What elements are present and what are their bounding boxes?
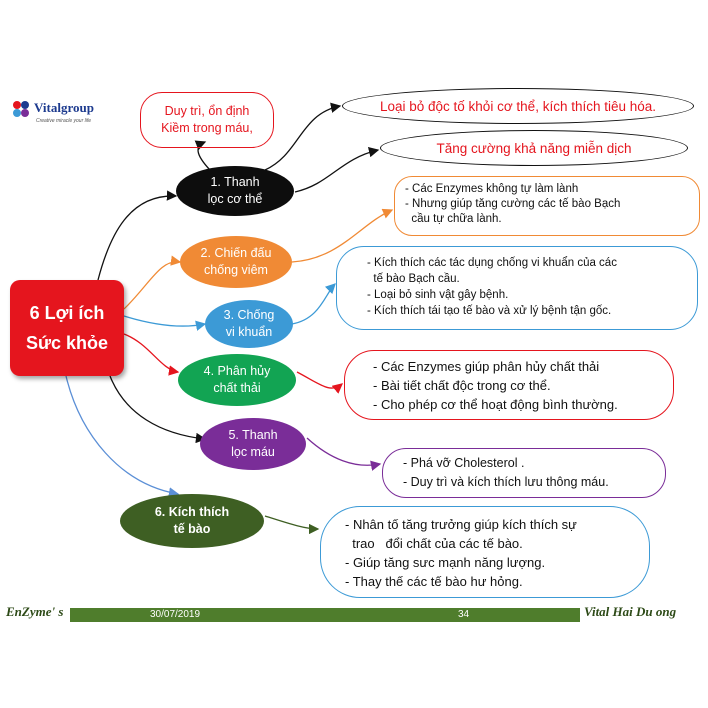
vitalgroup-logo bbox=[8, 96, 118, 132]
slide-footer bbox=[0, 602, 708, 624]
detail-cells-line: - Nhân tố tăng trưởng giúp kích thích sự bbox=[345, 517, 577, 532]
detail-inflammation bbox=[394, 176, 700, 236]
node-5-line2: lọc máu bbox=[231, 445, 275, 459]
detail-waste-line: - Bài tiết chất độc trong cơ thể. bbox=[373, 378, 551, 393]
node-2-line2: chống viêm bbox=[204, 263, 268, 277]
main-node bbox=[10, 280, 124, 376]
node-2-anti-inflammation bbox=[180, 236, 292, 288]
detail-cells bbox=[320, 506, 650, 598]
node-5-line1: 5. Thanh bbox=[228, 428, 278, 442]
node-6-line2: tế bào bbox=[173, 522, 211, 536]
footer-page-number: 34 bbox=[458, 609, 470, 620]
logo-text: Vitalgroup bbox=[34, 100, 94, 115]
detail-antibacterial-line: tế bào Bạch cầu. bbox=[367, 273, 460, 285]
slide bbox=[0, 84, 708, 624]
node-6-cells bbox=[120, 494, 264, 548]
detail-waste bbox=[344, 350, 674, 420]
node-1-line1: 1. Thanh bbox=[210, 175, 260, 189]
detail-waste-line: - Cho phép cơ thể hoạt động bình thường. bbox=[373, 397, 618, 412]
logo-tagline: Creative miracle your life bbox=[36, 118, 92, 124]
callout-balance-line1: Duy trì, ổn định bbox=[164, 104, 250, 118]
detail-blood-line: - Duy trì và kích thích lưu thông máu. bbox=[403, 475, 609, 489]
node-3-antibacterial bbox=[205, 300, 293, 348]
node-4-waste bbox=[178, 354, 296, 406]
detail-cells-line: trao đổi chất của các tế bào. bbox=[345, 536, 523, 551]
detail-inflammation-line: - Nhưng giúp tăng cường các tế bào Bạch bbox=[405, 198, 621, 210]
detail-waste-line: - Các Enzymes giúp phân hủy chất thải bbox=[373, 359, 600, 374]
detail-blood bbox=[382, 448, 666, 498]
logo-mark-icon bbox=[10, 98, 32, 122]
node-3-line1: 3. Chống bbox=[223, 308, 275, 322]
detail-cells-line: - Thay thế các tế bào hư hỏng. bbox=[345, 574, 523, 589]
footer-bar bbox=[70, 608, 580, 622]
callout-balance-line2: Kiềm trong máu, bbox=[161, 121, 253, 135]
callout-immune bbox=[380, 130, 688, 166]
callout-detox-text: Loại bỏ độc tố khỏi cơ thể, kích thích tiêu hóa. bbox=[379, 98, 657, 114]
node-4-line1: 4. Phân hủy bbox=[203, 364, 271, 378]
callout-detox bbox=[342, 88, 694, 124]
node-4-line2: chất thải bbox=[213, 381, 261, 395]
node-1-body-detox bbox=[176, 166, 294, 216]
callout-balance bbox=[140, 92, 274, 148]
footer-brand: EnZyme' s bbox=[6, 604, 64, 619]
node-1-line2: lọc cơ thể bbox=[207, 192, 263, 206]
main-node-line1: 6 Lợi ích bbox=[29, 303, 105, 323]
node-6-line1: 6. Kích thích bbox=[154, 505, 230, 519]
detail-antibacterial bbox=[336, 246, 698, 330]
node-2-line1: 2. Chiến đấu bbox=[200, 246, 272, 260]
footer-date: 30/07/2019 bbox=[150, 609, 201, 620]
node-5-blood bbox=[200, 418, 306, 470]
main-node-line2: Sức khỏe bbox=[25, 333, 109, 353]
detail-blood-line: - Phá vỡ Cholesterol . bbox=[403, 456, 525, 470]
detail-antibacterial-line: - Kích thích các tác dụng chống vi khuẩn của các bbox=[367, 257, 617, 269]
detail-antibacterial-line: - Loại bỏ sinh vật gây bệnh. bbox=[367, 289, 509, 301]
callout-immune-text: Tăng cường khả năng miễn dịch bbox=[436, 140, 632, 156]
detail-antibacterial-line: - Kích thích tái tạo tế bào và xử lý bệnh tận gốc. bbox=[367, 305, 612, 317]
detail-inflammation-line: cầu tự chữa lành. bbox=[405, 213, 502, 225]
footer-signature: Vital Hai Du ong bbox=[584, 604, 677, 619]
node-3-line2: vi khuẩn bbox=[225, 325, 273, 339]
detail-inflammation-line: - Các Enzymes không tự làm lành bbox=[405, 183, 579, 195]
detail-cells-line: - Giúp tăng sưc mạnh năng lượng. bbox=[345, 555, 546, 570]
